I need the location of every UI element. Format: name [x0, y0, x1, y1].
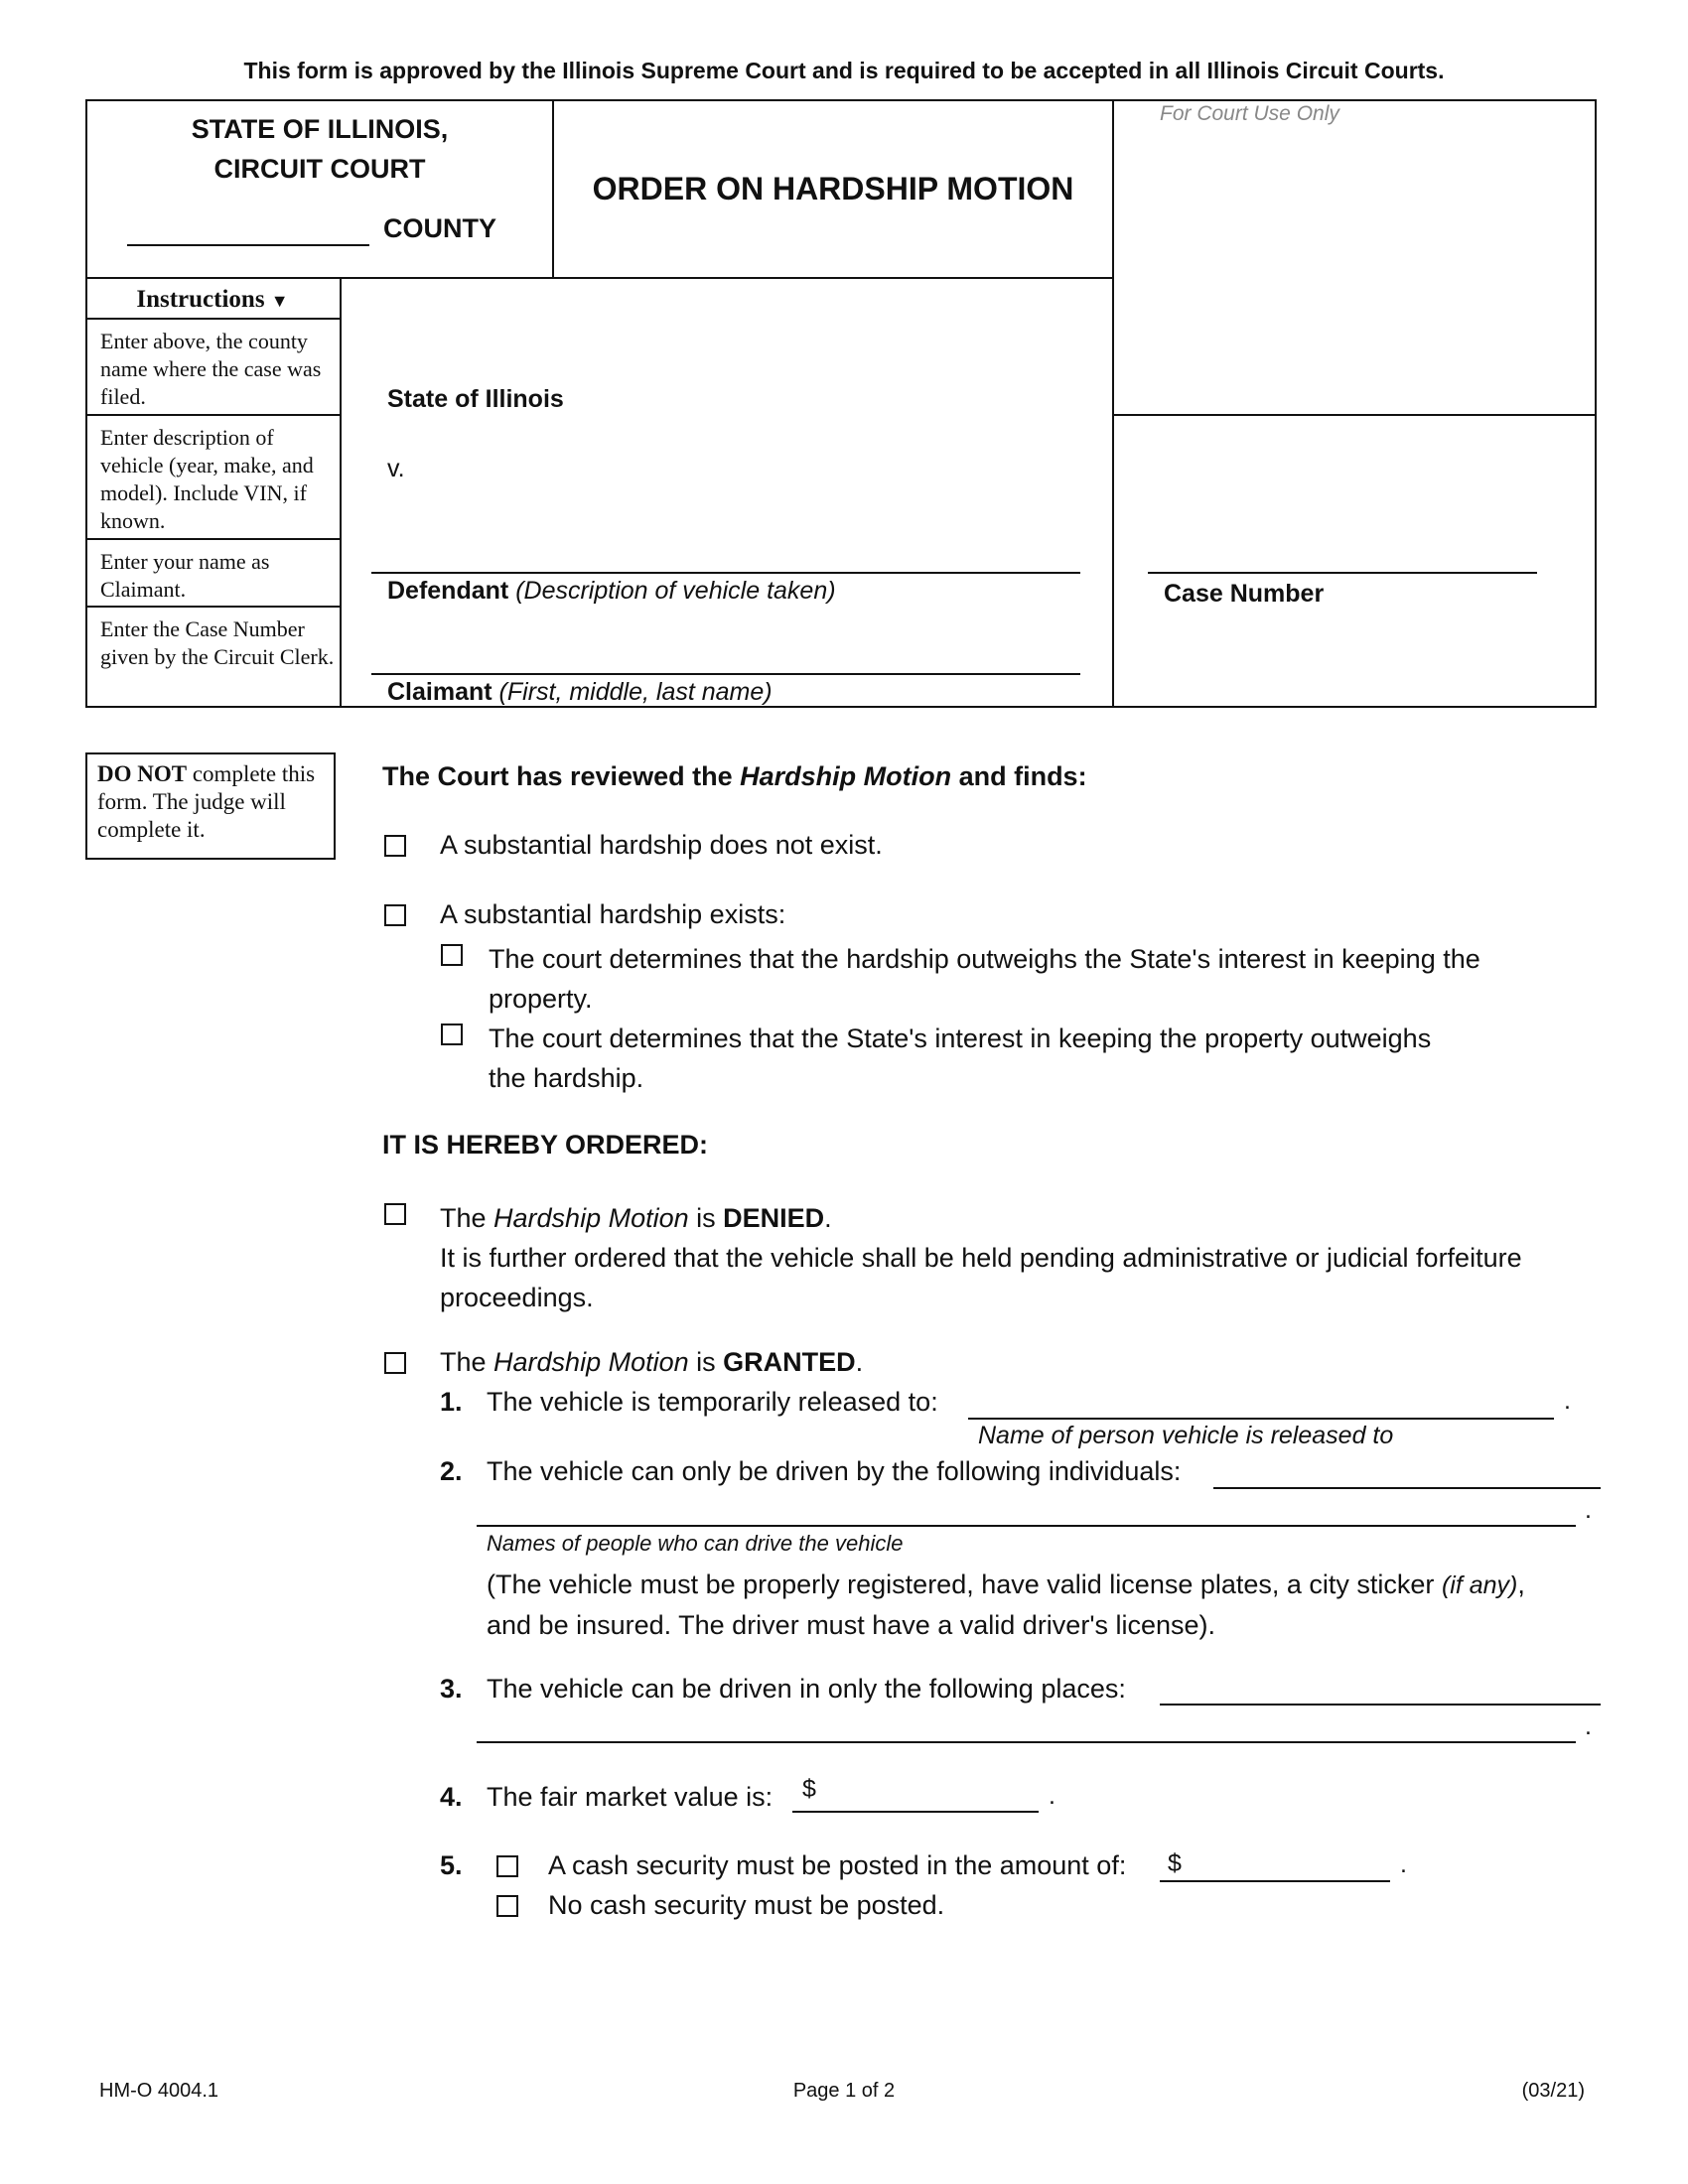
option-granted: The Hardship Motion is GRANTED.	[440, 1347, 864, 1377]
released-to-hint: Name of person vehicle is released to	[978, 1422, 1394, 1449]
county-name-field[interactable]	[127, 220, 369, 246]
drivers-hint: Names of people who can drive the vehicle	[487, 1531, 904, 1556]
checkbox-no-hardship[interactable]	[384, 835, 406, 857]
state-line: STATE OF ILLINOIS,	[191, 114, 449, 144]
caption-divider	[1112, 414, 1597, 416]
period: .	[1049, 1782, 1055, 1810]
places-field-line2[interactable]	[477, 1713, 1576, 1743]
drivers-field-line2[interactable]	[477, 1497, 1576, 1527]
option-no-cash-security: No cash security must be posted.	[548, 1890, 945, 1920]
approval-notice: This form is approved by the Illinois Supreme Court and is required to be accepted in all Illinois Circuit Courts.	[243, 58, 1445, 83]
item-number: 5.	[440, 1850, 463, 1880]
dollar-sign: $	[802, 1775, 816, 1803]
item3-text: The vehicle can be driven in only the following places:	[487, 1674, 1126, 1704]
market-value-field[interactable]	[792, 1775, 1039, 1813]
item-number: 1.	[440, 1387, 463, 1417]
instruction-case-number: Enter the Case Number given by the Circuit Clerk.	[100, 616, 335, 669]
caret-down-icon: ▼	[270, 291, 289, 311]
dollar-sign: $	[1168, 1849, 1182, 1877]
court-use-only-label: For Court Use Only	[1160, 102, 1339, 125]
released-to-field[interactable]	[968, 1390, 1554, 1420]
instructions-divider	[85, 318, 340, 320]
caption-divider	[1112, 99, 1114, 708]
instructions-divider	[85, 606, 340, 608]
item2-text: The vehicle can only be driven by the following individuals:	[487, 1456, 1182, 1486]
instructions-header: Instructions ▼	[136, 286, 289, 313]
drivers-field-line1[interactable]	[1213, 1459, 1601, 1489]
caption-divider	[85, 277, 1114, 279]
findings-intro: The Court has reviewed the Hardship Motion and finds:	[382, 761, 1087, 791]
item-number: 2.	[440, 1456, 463, 1486]
caption-divider	[340, 277, 342, 708]
item-number: 4.	[440, 1782, 463, 1812]
checkbox-denied[interactable]	[384, 1203, 406, 1225]
form-title: ORDER ON HARDSHIP MOTION	[592, 171, 1074, 206]
checkbox-granted[interactable]	[384, 1352, 406, 1374]
instructions-divider	[85, 414, 340, 416]
checkbox-hardship-outweighs[interactable]	[441, 944, 463, 966]
period: .	[1400, 1850, 1407, 1878]
checkbox-state-outweighs[interactable]	[441, 1024, 463, 1045]
instructions-divider	[85, 538, 340, 540]
case-number-field[interactable]	[1148, 544, 1537, 574]
defendant-field[interactable]	[371, 544, 1080, 574]
form-code: HM-O 4004.1	[99, 2080, 219, 2102]
checkbox-hardship-exists[interactable]	[384, 904, 406, 926]
places-field-line1[interactable]	[1160, 1676, 1601, 1706]
option-cash-security: A cash security must be posted in the amount of:	[548, 1850, 1127, 1880]
item2-note: (The vehicle must be properly registered, have valid license plates, a city sticker (if any), and be insured. The driver must have a valid driver's license).	[487, 1570, 1525, 1640]
county-label: COUNTY	[383, 213, 496, 243]
option-hardship-outweighs: The court determines that the hardship outweighs the State's interest in keeping the property.	[489, 944, 1480, 1014]
item4-text: The fair market value is:	[487, 1782, 774, 1812]
revision-date: (03/21)	[1521, 2080, 1585, 2102]
order-heading: IT IS HEREBY ORDERED:	[382, 1130, 709, 1160]
circuit-court-line: CIRCUIT COURT	[213, 154, 426, 184]
defendant-label: Defendant (Description of vehicle taken)	[387, 577, 836, 605]
item-number: 3.	[440, 1674, 463, 1704]
item1-text: The vehicle is temporarily released to:	[487, 1387, 938, 1417]
instruction-claimant: Enter your name as Claimant.	[100, 549, 270, 602]
option-state-outweighs: The court determines that the State's interest in keeping the property outweighs the hardship.	[489, 1024, 1432, 1093]
case-number-label: Case Number	[1164, 580, 1325, 608]
plaintiff-name: State of Illinois	[387, 385, 564, 413]
instruction-county: Enter above, the county name where the case was filed.	[100, 329, 322, 409]
page-number: Page 1 of 2	[792, 2080, 896, 2102]
option-hardship-exists: A substantial hardship exists:	[440, 899, 786, 929]
option-no-hardship: A substantial hardship does not exist.	[440, 830, 883, 860]
period: .	[1585, 1496, 1592, 1524]
judge-note: DO NOT complete this form. The judge will complete it.	[85, 752, 336, 860]
checkbox-cash-security[interactable]	[496, 1855, 518, 1877]
claimant-field[interactable]	[371, 645, 1080, 675]
instruction-vehicle: Enter description of vehicle (year, make, and model). Include VIN, if known.	[100, 425, 314, 533]
period: .	[1564, 1387, 1571, 1415]
versus-label: v.	[387, 455, 405, 482]
claimant-label: Claimant (First, middle, last name)	[387, 678, 773, 706]
period: .	[1585, 1712, 1592, 1740]
checkbox-no-cash-security[interactable]	[496, 1895, 518, 1917]
court-heading	[85, 109, 554, 189]
cash-security-field[interactable]	[1160, 1849, 1390, 1882]
option-denied: The Hardship Motion is DENIED. It is further ordered that the vehicle shall be held pending administrative or judicial forfeiture proceedings.	[440, 1203, 1522, 1312]
